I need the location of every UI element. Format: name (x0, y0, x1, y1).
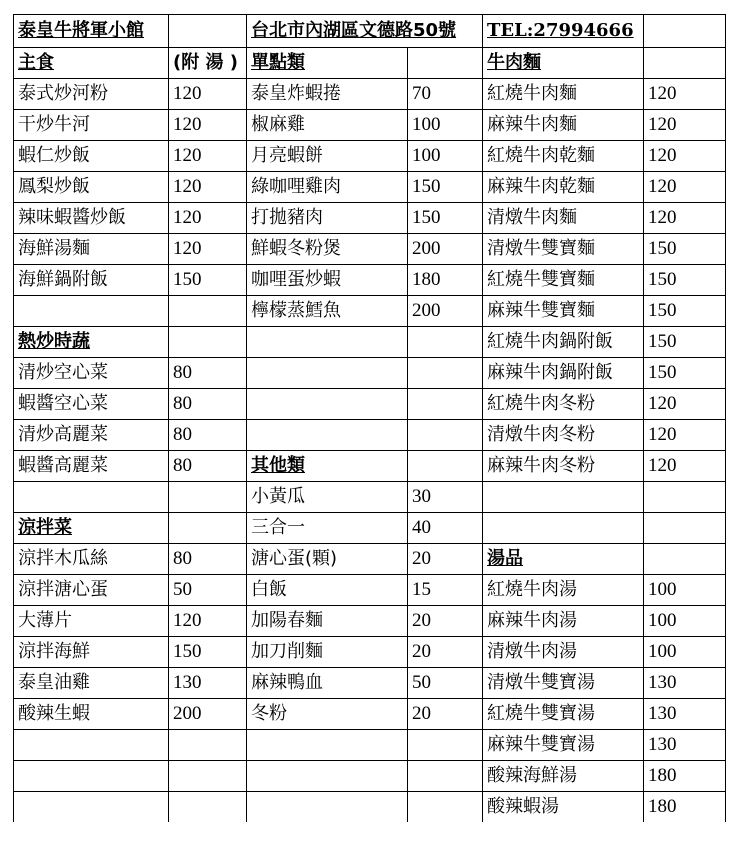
item-cell: 檸檬蒸鱈魚 (247, 296, 408, 327)
menu-row (14, 141, 726, 172)
empty-cell (408, 761, 483, 792)
menu-row (14, 203, 726, 234)
price-cell: 120 (644, 110, 726, 141)
price-cell: 120 (644, 141, 726, 172)
empty-cell (247, 358, 408, 389)
price-cell: 15 (408, 575, 483, 606)
empty-cell (14, 792, 169, 823)
empty-cell (644, 48, 726, 79)
section-note: (附 湯 ) (169, 48, 247, 79)
menu-row (14, 420, 726, 451)
item-cell: 麻辣牛肉鍋附飯 (483, 358, 644, 389)
price-cell: 30 (408, 482, 483, 513)
item-cell: 小黃瓜 (247, 482, 408, 513)
price-cell: 120 (644, 420, 726, 451)
menu-row (14, 389, 726, 420)
menu-row (14, 358, 726, 389)
menu-row (14, 792, 726, 823)
empty-cell (169, 327, 247, 358)
price-cell: 120 (644, 79, 726, 110)
menu-table (13, 14, 726, 822)
item-cell: 麻辣牛肉麵 (483, 110, 644, 141)
empty-cell (247, 420, 408, 451)
price-cell: 150 (169, 637, 247, 668)
price-cell: 120 (169, 203, 247, 234)
price-cell: 150 (408, 203, 483, 234)
header-empty (644, 15, 726, 48)
item-cell: 加陽春麵 (247, 606, 408, 637)
empty-cell (644, 544, 726, 575)
menu-row (14, 451, 726, 482)
header-spacer (169, 15, 247, 48)
menu-row (14, 637, 726, 668)
empty-cell (169, 296, 247, 327)
empty-cell (247, 792, 408, 823)
price-cell: 180 (644, 761, 726, 792)
price-cell: 50 (169, 575, 247, 606)
menu-row (14, 327, 726, 358)
empty-cell (169, 482, 247, 513)
price-cell: 150 (644, 296, 726, 327)
price-cell: 130 (644, 699, 726, 730)
restaurant-name: 泰皇牛將軍小館 (14, 15, 169, 48)
menu-row (14, 513, 726, 544)
price-cell: 200 (169, 699, 247, 730)
price-cell: 150 (169, 265, 247, 296)
price-cell: 80 (169, 420, 247, 451)
restaurant-address: 台北市內湖區文德路50號 (247, 15, 483, 48)
section-heading: 牛肉麵 (483, 48, 644, 79)
price-cell: 20 (408, 699, 483, 730)
empty-cell (644, 482, 726, 513)
item-cell: 清燉牛肉冬粉 (483, 420, 644, 451)
item-cell: 打拋豬肉 (247, 203, 408, 234)
item-cell: 冬粉 (247, 699, 408, 730)
empty-cell (14, 296, 169, 327)
menu-row (14, 110, 726, 141)
empty-cell (247, 761, 408, 792)
item-cell: 清燉牛雙寶湯 (483, 668, 644, 699)
item-cell: 酸辣蝦湯 (483, 792, 644, 823)
price-cell: 120 (169, 110, 247, 141)
price-cell: 200 (408, 234, 483, 265)
price-cell: 120 (644, 389, 726, 420)
item-cell: 大薄片 (14, 606, 169, 637)
item-cell: 酸辣海鮮湯 (483, 761, 644, 792)
menu-row (14, 234, 726, 265)
price-cell: 100 (408, 110, 483, 141)
price-cell: 150 (408, 172, 483, 203)
empty-cell (169, 761, 247, 792)
price-cell: 180 (644, 792, 726, 823)
price-cell: 50 (408, 668, 483, 699)
price-cell: 120 (644, 451, 726, 482)
item-cell: 海鮮鍋附飯 (14, 265, 169, 296)
price-cell: 120 (169, 606, 247, 637)
price-cell: 100 (408, 141, 483, 172)
section-heading: 其他類 (247, 451, 408, 482)
header-row (14, 15, 726, 48)
price-cell: 180 (408, 265, 483, 296)
empty-cell (408, 730, 483, 761)
empty-cell (247, 327, 408, 358)
item-cell: 蝦醬高麗菜 (14, 451, 169, 482)
price-cell: 100 (644, 575, 726, 606)
section-heading: 主食 (14, 48, 169, 79)
menu-row (14, 265, 726, 296)
item-cell: 紅燒牛肉麵 (483, 79, 644, 110)
restaurant-phone: TEL:27994666 (483, 15, 644, 48)
empty-cell (14, 482, 169, 513)
empty-cell (408, 327, 483, 358)
empty-cell (483, 482, 644, 513)
menu-row (14, 296, 726, 327)
price-cell: 80 (169, 451, 247, 482)
menu-row (14, 575, 726, 606)
price-cell: 120 (169, 234, 247, 265)
price-cell: 120 (169, 172, 247, 203)
section-heading: 單點類 (247, 48, 408, 79)
item-cell: 酸辣生蝦 (14, 699, 169, 730)
item-cell: 泰皇炸蝦捲 (247, 79, 408, 110)
empty-cell (644, 513, 726, 544)
item-cell: 清燉牛肉麵 (483, 203, 644, 234)
item-cell: 鳳梨炒飯 (14, 172, 169, 203)
item-cell: 鮮蝦冬粉煲 (247, 234, 408, 265)
empty-cell (14, 761, 169, 792)
item-cell: 紅燒牛雙寶湯 (483, 699, 644, 730)
item-cell: 溏心蛋(顆) (247, 544, 408, 575)
empty-cell (408, 792, 483, 823)
menu-row (14, 606, 726, 637)
menu-row (14, 79, 726, 110)
price-cell: 120 (644, 203, 726, 234)
item-cell: 紅燒牛肉冬粉 (483, 389, 644, 420)
price-cell: 70 (408, 79, 483, 110)
menu-table-body (14, 15, 726, 823)
menu-row (14, 730, 726, 761)
item-cell: 綠咖哩雞肉 (247, 172, 408, 203)
item-cell: 泰皇油雞 (14, 668, 169, 699)
item-cell: 涼拌木瓜絲 (14, 544, 169, 575)
item-cell: 干炒牛河 (14, 110, 169, 141)
price-cell: 40 (408, 513, 483, 544)
empty-cell (247, 730, 408, 761)
item-cell: 月亮蝦餅 (247, 141, 408, 172)
item-cell: 涼拌海鮮 (14, 637, 169, 668)
item-cell: 泰式炒河粉 (14, 79, 169, 110)
empty-cell (483, 513, 644, 544)
item-cell: 加刀削麵 (247, 637, 408, 668)
price-cell: 120 (169, 79, 247, 110)
item-cell: 椒麻雞 (247, 110, 408, 141)
price-cell: 130 (644, 730, 726, 761)
item-cell: 麻辣牛肉乾麵 (483, 172, 644, 203)
item-cell: 麻辣鴨血 (247, 668, 408, 699)
menu-row (14, 544, 726, 575)
section-heading: 涼拌菜 (14, 513, 169, 544)
item-cell: 涼拌溏心蛋 (14, 575, 169, 606)
empty-cell (408, 389, 483, 420)
item-cell: 清炒空心菜 (14, 358, 169, 389)
section-heading: 熱炒時蔬 (14, 327, 169, 358)
item-cell: 蝦醬空心菜 (14, 389, 169, 420)
price-cell: 20 (408, 544, 483, 575)
price-cell: 80 (169, 544, 247, 575)
item-cell: 清燉牛雙寶麵 (483, 234, 644, 265)
price-cell: 120 (169, 141, 247, 172)
price-cell: 20 (408, 637, 483, 668)
item-cell: 麻辣牛肉冬粉 (483, 451, 644, 482)
item-cell: 紅燒牛肉湯 (483, 575, 644, 606)
price-cell: 150 (644, 265, 726, 296)
menu-row (14, 48, 726, 79)
price-cell: 120 (644, 172, 726, 203)
price-cell: 80 (169, 389, 247, 420)
item-cell: 海鮮湯麵 (14, 234, 169, 265)
item-cell: 麻辣牛雙寶湯 (483, 730, 644, 761)
price-cell: 150 (644, 234, 726, 265)
menu-row (14, 172, 726, 203)
price-cell: 150 (644, 327, 726, 358)
empty-cell (14, 730, 169, 761)
menu-row (14, 699, 726, 730)
section-heading: 湯品 (483, 544, 644, 575)
menu-row (14, 482, 726, 513)
empty-cell (408, 358, 483, 389)
empty-cell (408, 420, 483, 451)
empty-cell (408, 451, 483, 482)
item-cell: 咖哩蛋炒蝦 (247, 265, 408, 296)
empty-cell (169, 792, 247, 823)
item-cell: 紅燒牛肉鍋附飯 (483, 327, 644, 358)
empty-cell (169, 730, 247, 761)
price-cell: 130 (169, 668, 247, 699)
item-cell: 麻辣牛肉湯 (483, 606, 644, 637)
price-cell: 100 (644, 637, 726, 668)
item-cell: 蝦仁炒飯 (14, 141, 169, 172)
price-cell: 150 (644, 358, 726, 389)
item-cell: 三合一 (247, 513, 408, 544)
empty-cell (169, 513, 247, 544)
price-cell: 80 (169, 358, 247, 389)
item-cell: 清炒高麗菜 (14, 420, 169, 451)
price-cell: 100 (644, 606, 726, 637)
menu-row (14, 761, 726, 792)
item-cell: 清燉牛肉湯 (483, 637, 644, 668)
price-cell: 20 (408, 606, 483, 637)
price-cell: 130 (644, 668, 726, 699)
price-cell: 200 (408, 296, 483, 327)
item-cell: 白飯 (247, 575, 408, 606)
empty-cell (247, 389, 408, 420)
empty-cell (408, 48, 483, 79)
item-cell: 麻辣牛雙寶麵 (483, 296, 644, 327)
item-cell: 紅燒牛肉乾麵 (483, 141, 644, 172)
menu-row (14, 668, 726, 699)
item-cell: 紅燒牛雙寶麵 (483, 265, 644, 296)
item-cell: 辣味蝦醬炒飯 (14, 203, 169, 234)
